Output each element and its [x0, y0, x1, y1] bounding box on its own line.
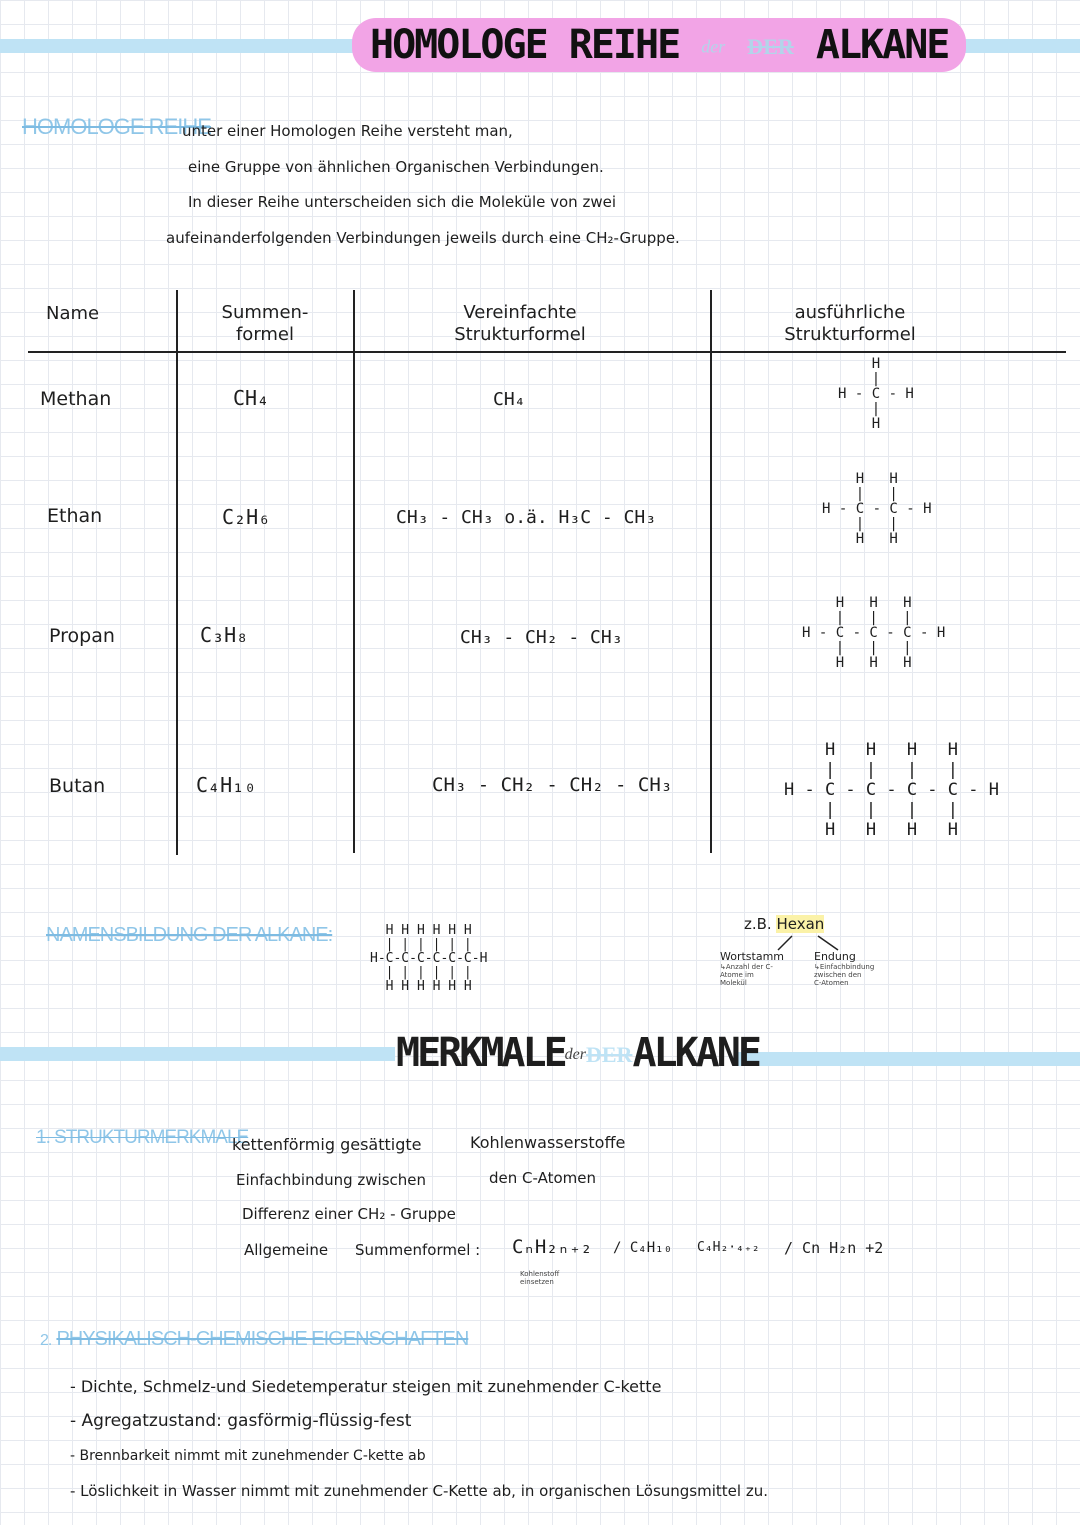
title-der: der	[701, 36, 726, 57]
s1-line2b: den C-Atomen	[489, 1169, 596, 1187]
intro-line-2: eine Gruppe von ähnlichen Organischen Verbindungen.	[188, 158, 604, 176]
naming-label: NAMENSBILDUNG DER ALKANE:	[46, 924, 333, 946]
naming-stem-label: Wortstamm	[720, 950, 785, 963]
naming-example-prefix: z.B.	[744, 915, 772, 933]
row-butan-full: H H H H | | | | H - C - C - C - C - H | | | | H H H H	[784, 740, 999, 840]
naming-example	[744, 915, 824, 933]
table-col-rule-1	[176, 290, 178, 855]
title-end: ALKANE	[815, 22, 949, 68]
naming-ending	[814, 950, 874, 987]
naming-ending-note-3: C-Atomen	[814, 979, 849, 987]
s1-line4b: Summenformel :	[355, 1241, 481, 1259]
intro-line-3: In dieser Reihe unterscheiden sich die Moleküle von zwei	[188, 193, 616, 211]
page-title	[352, 18, 966, 72]
header-full-line1: ausführliche	[794, 302, 906, 323]
naming-ending-label: Endung	[814, 950, 856, 963]
s1-formula-note-1: Kohlenstoff	[520, 1270, 560, 1278]
s1-line2a: Einfachbindung zwischen	[236, 1171, 427, 1189]
header-simple-line1: Vereinfachte	[463, 302, 577, 323]
s2-bullet-3: - Brennbarkeit nimmt mit zunehmender C-kette ab	[70, 1448, 426, 1464]
naming-ending-note-1: ↳Einfachbindung	[814, 963, 875, 971]
s1-formula-note-2: einsetzen	[520, 1278, 554, 1286]
header-full-line2: Strukturformel	[784, 324, 916, 345]
s1-line3: Differenz einer CH₂ - Gruppe	[242, 1205, 456, 1223]
intro-line-4: aufeinanderfolgenden Verbindungen jeweils durch eine CH₂-Gruppe.	[166, 229, 680, 247]
row-butan-name: Butan	[49, 775, 106, 797]
features-title-main: MERKMALE	[396, 1030, 565, 1076]
features-band-right	[735, 1052, 1080, 1066]
row-ethan-sum: C₂H₆	[222, 505, 271, 529]
features-title-der: der	[564, 1046, 586, 1063]
table-header-rule	[28, 351, 1066, 353]
header-full-structure	[765, 302, 935, 346]
row-methan-full: H | H - C - H | H	[838, 356, 914, 432]
naming-stem-note-1: ↳Anzahl der C-	[720, 963, 773, 971]
row-propan-full: H H H | | | H - C - C - C - H | | | H H H	[802, 595, 946, 671]
row-ethan-simple: CH₃ - CH₃ o.ä. H₃C - CH₃	[396, 507, 657, 528]
naming-example-word: Hexan	[776, 915, 825, 933]
naming-hexane-chain: H H H H H H | | | | | | H-C-C-C-C-C-C-H | | | | | | H H H H H H	[370, 923, 488, 994]
naming-stem-note-2: Atome im	[720, 971, 754, 979]
title-der-strike: DER	[747, 34, 794, 59]
s1-line1b: Kohlenwasserstoffe	[470, 1133, 626, 1152]
s1-formula-note	[520, 1270, 559, 1286]
row-propan-sum: C₃H₈	[200, 623, 249, 647]
row-propan-simple: CH₃ - CH₂ - CH₃	[460, 627, 623, 648]
features-title-end: ALKANE	[632, 1030, 759, 1076]
s2-bullet-2: - Agregatzustand: gasförmig-flüssig-fest	[70, 1411, 412, 1431]
header-summenformel	[200, 302, 330, 346]
row-propan-name: Propan	[49, 625, 115, 647]
header-name: Name	[46, 303, 100, 324]
section1-label: 1. STRUKTURMERKMALE	[36, 1127, 249, 1148]
title-main: HOMOLOGE REIHE	[370, 22, 680, 68]
row-methan-name: Methan	[40, 388, 112, 410]
table-col-rule-2	[353, 290, 355, 853]
table-col-rule-3	[710, 290, 712, 853]
s2-bullet-1: - Dichte, Schmelz-und Siedetemperatur steigen mit zunehmender C-kette	[70, 1377, 662, 1396]
header-sum-line1: Summen-	[221, 302, 309, 323]
row-methan-simple: CH₄	[493, 389, 526, 410]
naming-stem-note-3: Molekül	[720, 979, 747, 987]
s1-example-3: / Cn H₂n +2	[784, 1239, 884, 1257]
features-title-der-strike: DER	[585, 1042, 633, 1067]
s2-bullet-4: - Löslichkeit in Wasser nimmt mit zunehmender C-Kette ab, in organischen Lösungsmittel zu.	[70, 1482, 768, 1500]
row-ethan-full: H H | | H - C - C - H | | H H	[822, 471, 932, 547]
row-ethan-name: Ethan	[47, 505, 103, 527]
naming-ending-note-2: zwischen den	[814, 971, 862, 979]
header-simple-structure	[420, 302, 620, 346]
section2-heading	[40, 1328, 468, 1351]
features-title	[396, 1030, 759, 1076]
header-sum-line2: formel	[235, 324, 295, 345]
s1-formula: CₙH₂ₙ₊₂	[512, 1236, 593, 1258]
row-butan-sum: C₄H₁₀	[196, 773, 257, 797]
naming-stem	[720, 950, 784, 987]
section2-label: PHYSIKALISCH-CHEMISCHE EIGENSCHAFTEN	[56, 1328, 469, 1350]
header-simple-line2: Strukturformel	[454, 324, 586, 345]
s1-line1a: kettenförmig gesättigte	[232, 1135, 422, 1154]
row-methan-sum: CH₄	[233, 386, 270, 410]
section2-number: 2.	[40, 1332, 52, 1349]
intro-line-1: unter einer Homologen Reihe versteht man,	[182, 122, 513, 140]
s1-example-2: C₄H₂·₄₊₂	[697, 1240, 760, 1255]
features-band-left	[0, 1047, 395, 1061]
row-butan-simple: CH₃ - CH₂ - CH₂ - CH₃	[432, 774, 673, 796]
top-band-left	[0, 39, 360, 53]
intro-label: HOMOLOGE REIHE	[22, 114, 211, 139]
s1-example-1: / C₄H₁₀	[613, 1240, 673, 1256]
s1-line4a: Allgemeine	[244, 1241, 329, 1259]
